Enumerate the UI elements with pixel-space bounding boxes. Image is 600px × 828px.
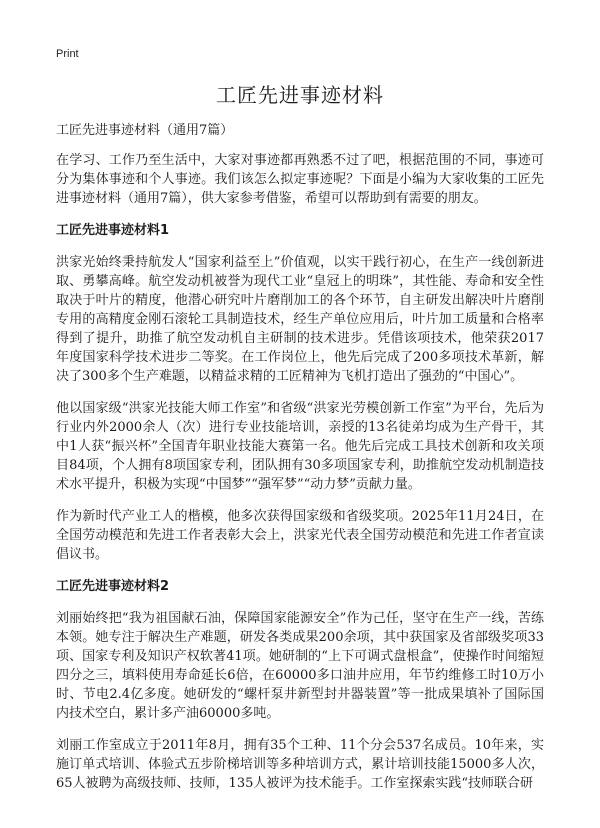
print-button[interactable]: Print [56,48,79,60]
section-2-paragraph-1: 刘丽始终把“我为祖国献石油，保障国家能源安全”作为己任，坚守在生产一线，苦练本领。她专注于解决生产难题，研发各类成果200余项，其中获国家及省部级奖项33项、国家专利及知识产权软著41项。她研制的“上下可调式盘根盒”，使操作时间缩短四分之三，填料使用寿命延长6倍，在60000多口油井应用，年节约维修工时10万小时、节电2.4亿多度。她研发的“螺杆泵井新型封井器装置”等一批成果填补了国际国内技术空白，累计多产油60000多吨。 [56,611,544,721]
document-body [56,121,544,806]
section-1-paragraph-3: 作为新时代产业工人的楷模，他多次获得国家级和省级奖项。2025年11月24日，在全国劳动模范和先进工作者表彰大会上，洪家光代表全国劳动模范和先进工作者宣读倡议书。 [56,509,544,562]
document-subtitle: 工匠先进事迹材料（通用7篇） [56,123,234,138]
section-1-paragraph-2: 他以国家级“洪家光技能大师工作室”和省级“洪家光劳模创新工作室”为平台，先后为行业内外2000余人（次）进行专业技能培训，亲授的13名徒弟均成为生产骨干，其中1人获“振兴杯”全国青年职业技能大赛第一名。他先后完成工具技术创新和攻关项目84项，个人拥有8项国家专利，团队拥有30多项国家专利，助推航空发动机制造技术水平提升，积极为实现“中国梦”“强军梦”“动力梦”贡献力量。 [56,401,544,492]
section-heading-2: 工匠先进事迹材料2 [56,579,170,594]
section-heading-1: 工匠先进事迹材料1 [56,223,170,238]
section-1-paragraph-1: 洪家光始终秉持航发人“国家利益至上”价值观，以实干践行初心，在生产一线创新进取、勇攀高峰。航空发动机被誉为现代工业“皇冠上的明珠”，其性能、寿命和安全性取决于叶片的精度，他潜心研究叶片磨削加工的各个环节，自主研发出解决叶片磨削专用的高精度金刚石滚轮工具制造技术，经生产单位应用后，叶片加工质量和合格率得到了提升，助推了航空发动机自主研制的技术进步。凭借该项技术，他荣获2017年度国家科学技术进步二等奖。在工作岗位上，他先后完成了200多项技术革新，解决了300多个生产难题，以精益求精的工匠精神为飞机打造出了强劲的“中国心”。 [56,255,544,384]
document-title: 工匠先进事迹材料 [216,83,384,107]
section-2-paragraph-2: 刘丽工作室成立于2011年8月，拥有35个工种、11个分会537名成员。10年来，实施订单式培训、体验式五步阶梯培训等多种培训方式，累计培训技能15000多人次，65人被聘为高级技师、技师，135人被评为技术能手。工作室探索实践“技师联合研 [56,738,544,791]
intro-paragraph: 在学习、工作乃至生活中，大家对事迹都再熟悉不过了吧，根据范围的不同，事迹可分为集体事迹和个人事迹。我们该怎么拟定事迹呢？下面是小编为大家收集的工匠先进事迹材料（通用7篇），供大家参考借鉴，希望可以帮助到有需要的朋友。 [56,153,544,206]
